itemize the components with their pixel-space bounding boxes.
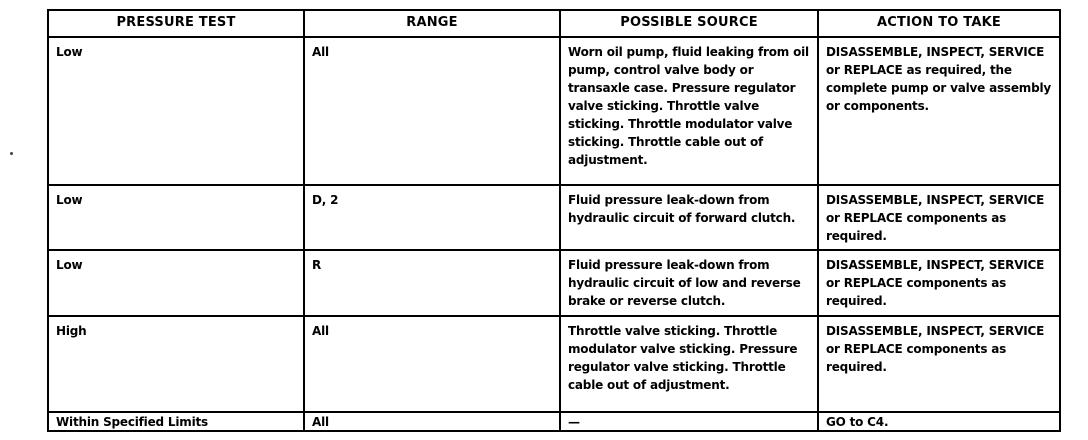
table-header-row bbox=[49, 11, 1059, 38]
possible-source-cell: Throttle valve sticking. Throttle modulator valve sticking. Pressure regulator valve sticking. Throttle cable out of adjustment. bbox=[561, 317, 819, 411]
table-row bbox=[49, 38, 1059, 186]
action-cell: GO to C4. bbox=[826, 415, 889, 429]
header-possible-source: POSSIBLE SOURCE bbox=[561, 11, 819, 36]
possible-source-cell: Fluid pressure leak-down from hydraulic circuit of low and reverse brake or reverse clutch. bbox=[561, 251, 819, 315]
diagnosis-table bbox=[47, 9, 1061, 432]
action-cell: DISASSEMBLE, INSPECT, SERVICE or REPLACE components as required. bbox=[826, 193, 1045, 243]
table-row bbox=[49, 413, 1059, 432]
table-row bbox=[49, 317, 1059, 413]
range-cell: All bbox=[305, 413, 561, 432]
header-pressure-test: PRESSURE TEST bbox=[49, 11, 305, 36]
possible-source-cell: — bbox=[561, 413, 819, 432]
range-cell: D, 2 bbox=[305, 186, 561, 249]
action-cell: DISASSEMBLE, INSPECT, SERVICE or REPLACE components as required. bbox=[826, 324, 1045, 374]
pressure-test-cell: Low bbox=[49, 38, 305, 184]
pressure-test-cell: Low bbox=[49, 251, 305, 315]
possible-source-cell: Fluid pressure leak-down from hydraulic circuit of forward clutch. bbox=[561, 186, 819, 249]
header-range: RANGE bbox=[305, 11, 561, 36]
range-cell: All bbox=[305, 317, 561, 411]
table-row bbox=[49, 186, 1059, 251]
action-cell: DISASSEMBLE, INSPECT, SERVICE or REPLACE as required, the complete pump or valve assembly or components. bbox=[826, 45, 1052, 113]
pressure-test-cell: Low bbox=[49, 186, 305, 249]
range-cell: All bbox=[305, 38, 561, 184]
range-cell: R bbox=[305, 251, 561, 315]
table-row bbox=[49, 251, 1059, 317]
action-cell: DISASSEMBLE, INSPECT, SERVICE or REPLACE components as required. bbox=[826, 258, 1045, 308]
possible-source-cell: Worn oil pump, fluid leaking from oil pump, control valve body or transaxle case. Pressure regulator valve sticking. Throttle valve sticking. Throttle modulator valve sticking. Throttle cable out of adjustment. bbox=[561, 38, 819, 184]
header-action-to-take: ACTION TO TAKE bbox=[877, 15, 1001, 30]
pressure-test-cell: High bbox=[49, 317, 305, 411]
stray-mark bbox=[10, 152, 13, 155]
pressure-test-cell: Within Specified Limits bbox=[49, 413, 305, 432]
